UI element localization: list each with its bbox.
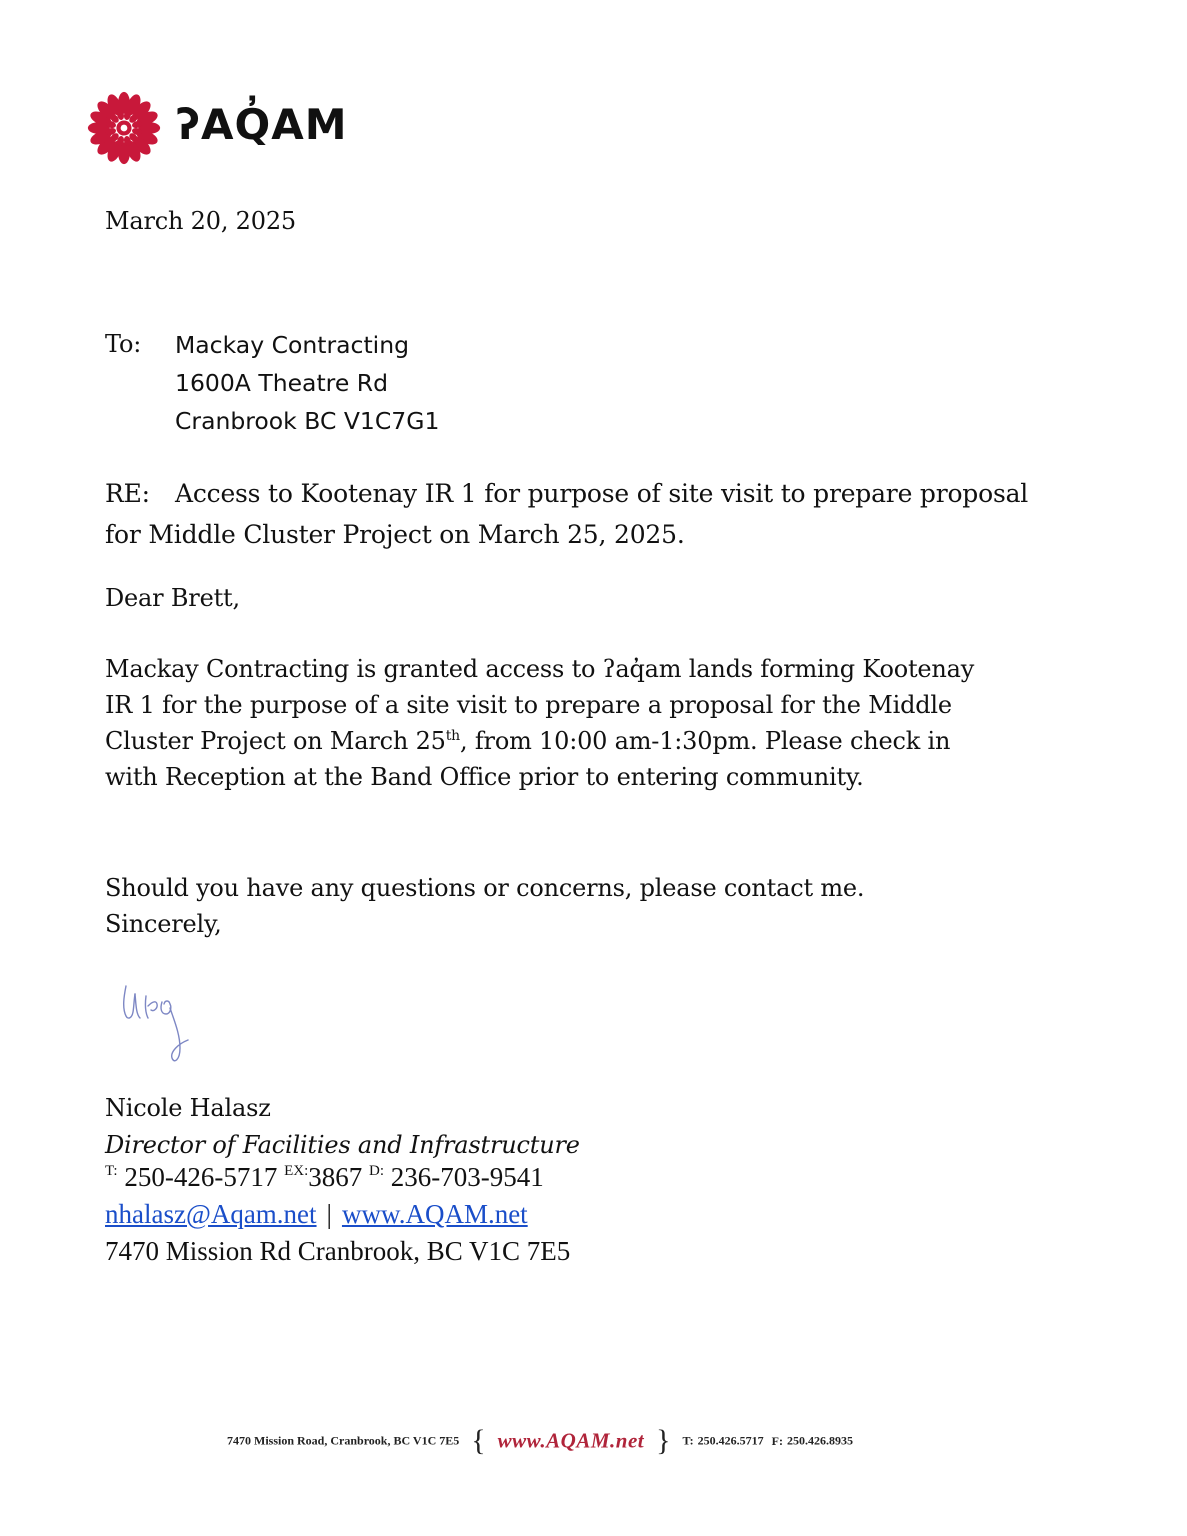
recipient-line: 1600A Theatre Rd [175, 369, 388, 397]
footer-address: 7470 Mission Road, Cranbrook, BC V1C 7E5 [227, 1433, 460, 1448]
subject-line: Access to Kootenay IR 1 for purpose of site visit to prepare proposal [175, 479, 1029, 508]
letter-date: March 20, 2025 [105, 207, 296, 235]
website-link[interactable]: www.AQAM.net [341, 1199, 528, 1229]
footer-brace-open: { [471, 1424, 486, 1457]
sign-off: Sincerely, [105, 910, 222, 938]
signatory-address: 7470 Mission Rd Cranbrook, BC V1C 7E5 [105, 1236, 571, 1266]
ordinal-suffix: th [445, 728, 460, 744]
extension-number: 3867 [308, 1162, 363, 1192]
footer-brace-close: } [656, 1424, 671, 1457]
footer-fax: 250.426.8935 [786, 1433, 853, 1448]
signatory-title: Director of Facilities and Infrastructure [105, 1131, 580, 1159]
subject-line: for Middle Cluster Project on March 25, 2025. [105, 520, 685, 549]
signatory-phones [105, 1162, 544, 1193]
paragraph-text: , from 10:00 am-1:30pm. Please check in [460, 727, 951, 755]
paragraph-line: with Reception at the Band Office prior to entering community. [105, 763, 864, 791]
recipient-address [175, 326, 439, 440]
email-link[interactable]: nhalasz@Aqam.net [105, 1199, 317, 1229]
closing-line: Should you have any questions or concerns, please contact me. [105, 874, 865, 902]
paragraph-line: IR 1 for the purpose of a site visit to prepare a proposal for the Middle [105, 691, 952, 719]
paragraph-line [105, 723, 1065, 759]
aqam-flower-logo [82, 86, 166, 170]
direct-number: 236-703-9541 [390, 1162, 544, 1192]
salutation: Dear Brett, [105, 584, 240, 612]
phone-label: T: [105, 1163, 118, 1179]
separator: | [326, 1199, 332, 1229]
signatory-name: Nicole Halasz [105, 1094, 271, 1122]
phone-number: 250-426-5717 [124, 1162, 278, 1192]
footer-phone-label: T: [682, 1433, 694, 1448]
aqam-logo-text: ʔAQ̓AM [176, 100, 348, 149]
letterhead-footer [0, 1424, 1187, 1464]
recipient-line: Cranbrook BC V1C7G1 [175, 407, 440, 435]
signatory-links [105, 1199, 528, 1230]
body-paragraph [105, 651, 1065, 795]
re-label: RE: [105, 479, 150, 508]
direct-label: D: [369, 1163, 384, 1179]
footer-website: www.AQAM.net [497, 1428, 645, 1453]
paragraph-text: Cluster Project on March 25 [105, 727, 446, 755]
footer-fax-label: F: [771, 1433, 783, 1448]
handwritten-signature [118, 978, 208, 1070]
closing [105, 870, 864, 942]
recipient-line: Mackay Contracting [175, 331, 410, 359]
extension-label: EX: [284, 1163, 309, 1179]
footer-phone: 250.426.5717 [697, 1433, 764, 1448]
paragraph-line: Mackay Contracting is granted access to ʔaq̓am lands forming Kootenay [105, 655, 975, 683]
to-label: To: [105, 330, 142, 358]
